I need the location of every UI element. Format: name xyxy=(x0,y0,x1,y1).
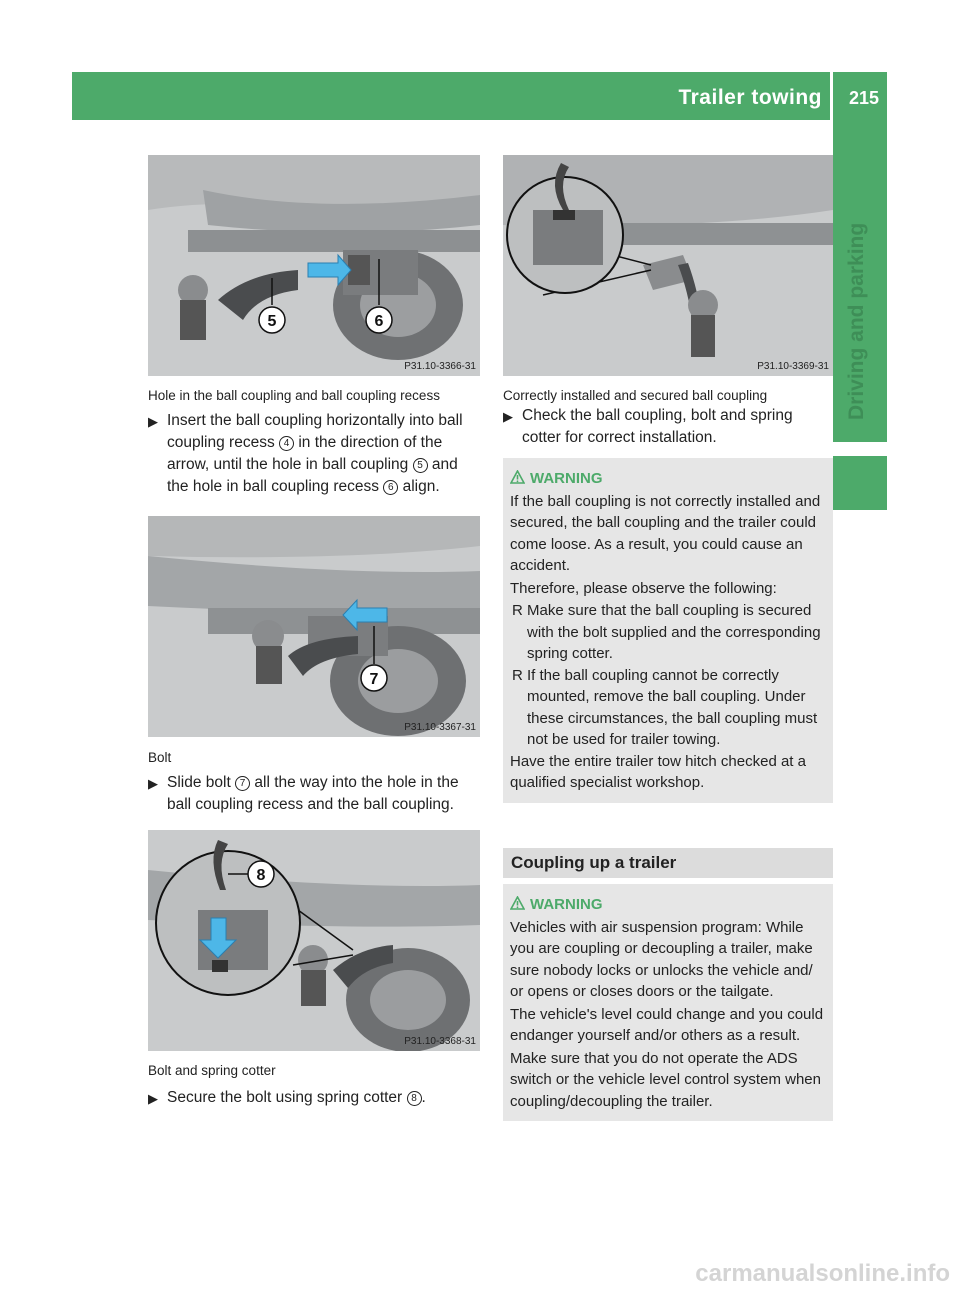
step-text: align. xyxy=(402,478,440,495)
side-tab-label: Driving and parking xyxy=(845,222,868,420)
callout-8: 8 xyxy=(256,867,266,884)
warning-triangle-icon xyxy=(510,470,525,484)
figure-illustration xyxy=(503,155,833,376)
callout-number: 8 xyxy=(407,1091,422,1106)
figure-code: P31.10-3368-31 xyxy=(404,1036,476,1047)
callout-7: 7 xyxy=(369,671,379,688)
warning-title: WARNING xyxy=(530,896,603,913)
step-text: Insert the ball coupling horizontally into ball coupling recess xyxy=(167,412,463,451)
figure-ball-coupling-recess xyxy=(148,155,480,376)
step-text: and the hole in ball coupling recess xyxy=(167,456,458,495)
step-text: Check the ball coupling, bolt and spring cotter for correct installation. xyxy=(522,407,793,446)
figure-code: P31.10-3366-31 xyxy=(404,361,476,372)
figure-caption: Hole in the ball coupling and ball coupling recess xyxy=(148,388,440,403)
warning-text: Make sure that you do not operate the ADS switch or the vehicle level control system when coupling/decoupling the trailer. xyxy=(510,1049,821,1110)
warning-text: The vehicle's level could change and you could endanger yourself and/or others as a result. xyxy=(510,1005,824,1044)
callout-number: 6 xyxy=(383,480,398,495)
figure-caption: Bolt xyxy=(148,750,172,765)
step-arrow-icon: ▶ xyxy=(148,414,158,429)
warning-title: WARNING xyxy=(530,470,603,487)
step-text: Slide bolt xyxy=(167,774,231,791)
header-title: Trailer towing xyxy=(678,86,822,109)
warning-heading xyxy=(510,468,827,490)
figure-illustration xyxy=(148,155,480,376)
header-divider xyxy=(830,72,833,120)
figure-code: P31.10-3367-31 xyxy=(404,722,476,733)
figure-illustration xyxy=(148,516,480,737)
figure-caption: Bolt and spring cotter xyxy=(148,1063,276,1078)
callout-number: 5 xyxy=(413,458,428,473)
instruction-step xyxy=(148,1087,482,1109)
step-text: all the way into the hole in the ball coupling recess and the ball coupling. xyxy=(167,774,459,813)
bullet-text: Make sure that the ball coupling is secured with the bolt supplied and the corresponding spring cotter. xyxy=(527,602,821,662)
warning-heading xyxy=(510,894,827,916)
warning-box xyxy=(503,458,833,803)
page-header xyxy=(72,72,887,120)
figure-code: P31.10-3369-31 xyxy=(757,361,829,372)
step-text: . xyxy=(421,1089,426,1106)
bullet-marker: R xyxy=(512,666,523,684)
page-number: 215 xyxy=(848,88,879,108)
instruction-step xyxy=(148,410,482,498)
instruction-step xyxy=(503,405,833,449)
step-arrow-icon: ▶ xyxy=(148,1091,158,1106)
callout-6: 6 xyxy=(374,313,384,330)
bullet-text: If the ball coupling cannot be correctly mounted, remove the ball coupling. Under these circumstances, the ball coupling must not be used for trailer towing. xyxy=(527,666,818,748)
callout-number: 7 xyxy=(235,776,250,791)
section-heading: Coupling up a trailer xyxy=(503,848,833,878)
step-arrow-icon: ▶ xyxy=(503,409,513,424)
footer-watermark: carmanualsonline.info xyxy=(695,1260,950,1287)
warning-triangle-icon xyxy=(510,896,525,910)
warning-bullet xyxy=(510,600,827,665)
figure-bolt xyxy=(148,516,480,737)
step-arrow-icon: ▶ xyxy=(148,776,158,791)
warning-text: Have the entire trailer tow hitch checked at a qualified specialist workshop. xyxy=(510,752,806,791)
warning-text: Vehicles with air suspension program: While you are coupling or decoupling a trailer, make sure nobody locks or unlocks the vehicle and/ or opens or closes doors or the tailgate. xyxy=(510,918,813,1000)
step-text: Secure the bolt using spring cotter xyxy=(167,1089,403,1106)
warning-text: Therefore, please observe the following: xyxy=(510,579,777,597)
callout-5: 5 xyxy=(267,313,277,330)
figure-illustration xyxy=(148,830,480,1051)
side-tab-marker xyxy=(833,456,887,510)
figure-bolt-and-spring-cotter xyxy=(148,830,480,1051)
instruction-step xyxy=(148,772,482,816)
figure-secured-ball-coupling xyxy=(503,155,833,376)
warning-bullet xyxy=(510,665,827,751)
warning-text: If the ball coupling is not correctly installed and secured, the ball coupling and the trailer could come loose. As a result, you could cause an accident. xyxy=(510,492,821,574)
warning-box xyxy=(503,884,833,1121)
figure-caption: Correctly installed and secured ball coupling xyxy=(503,388,768,403)
callout-number: 4 xyxy=(279,436,294,451)
step-text: in the direction of the arrow, until the hole in ball coupling xyxy=(167,434,443,473)
bullet-marker: R xyxy=(512,602,523,619)
